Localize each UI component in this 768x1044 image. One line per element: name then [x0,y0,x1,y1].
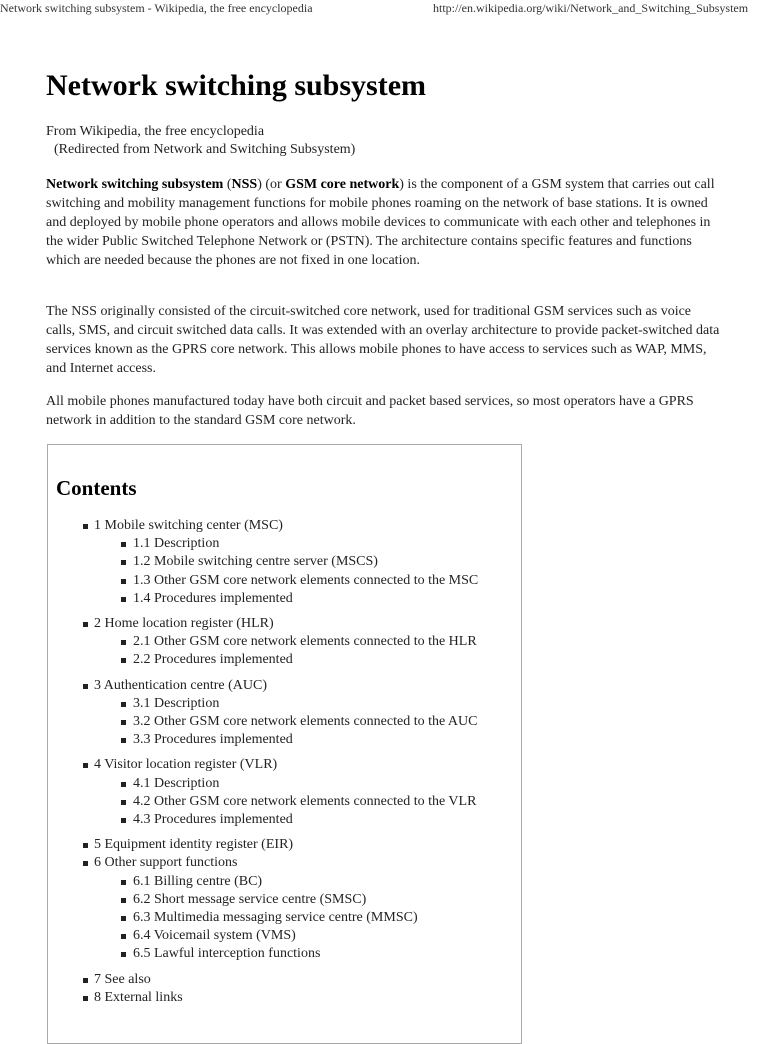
toc-title: Contents [56,476,137,500]
toc-item [48,517,478,615]
table-of-contents [47,444,522,1044]
print-header [0,0,768,16]
page-title: Network switching subsystem [46,69,427,102]
toc-link[interactable]: 3 Authentication centre (AUC) [48,677,478,695]
toc-sublink[interactable]: 6.1 Billing centre (BC) [48,873,478,891]
intro-abbr: NSS [231,177,258,192]
intro-alt-term: GSM core network [285,177,400,192]
toc-item [48,971,478,989]
toc-sublink[interactable]: 1.4 Procedures implemented [48,590,478,608]
intro-term: Network switching subsystem [46,177,224,192]
toc-sublink[interactable]: 4.1 Description [48,775,478,793]
toc-subitem [48,927,478,945]
toc-sublink[interactable]: 3.3 Procedures implemented [48,731,478,749]
toc-subitem [48,695,478,713]
toc-item [48,854,478,970]
toc-sublink[interactable]: 2.2 Procedures implemented [48,651,478,669]
article-tagline: From Wikipedia, the free encyclopedia [46,124,265,139]
toc-sublink[interactable]: 6.4 Voicemail system (VMS) [48,927,478,945]
toc-subitem [48,651,478,669]
toc-link[interactable]: 7 See also [48,971,478,989]
toc-subitem [48,891,478,909]
intro-text-2: ) (or [257,177,286,192]
toc-subitem [48,572,478,590]
toc-sublink[interactable]: 3.2 Other GSM core network elements connected to the AUC [48,713,478,731]
toc-sublink[interactable]: 6.2 Short message service centre (SMSC) [48,891,478,909]
print-page-title: Network switching subsystem - Wikipedia, the free encyclopedia [0,1,313,15]
toc-link[interactable]: 6 Other support functions [48,854,478,872]
toc-link[interactable]: 1 Mobile switching center (MSC) [48,517,478,535]
toc-sublink[interactable]: 6.3 Multimedia messaging service centre (MMSC) [48,909,478,927]
toc-sublink[interactable]: 2.1 Other GSM core network elements connected to the HLR [48,633,478,651]
toc-subitem [48,811,478,829]
toc-item [48,615,478,677]
toc-link[interactable]: 5 Equipment identity register (EIR) [48,836,478,854]
toc-link[interactable]: 2 Home location register (HLR) [48,615,478,633]
toc-sublink[interactable]: 1.3 Other GSM core network elements connected to the MSC [48,572,478,590]
toc-sublist [48,633,478,669]
toc-sublink[interactable]: 4.2 Other GSM core network elements connected to the VLR [48,793,478,811]
intro-text-3: ) is the component of a GSM system that carries out call switching and mobility management functions for mobile phones roaming on the network of base stations. It is owned and deployed by mobile phone operators and allows mobile devices to communicate with each other and telephones in the wider Public Switched Telephone Network or (PSTN). The architecture contains specific features and functions which are needed because the phones are not fixed in one location. [46,177,715,268]
toc-subitem [48,731,478,749]
print-url: http://en.wikipedia.org/wiki/Network_and_Switching_Subsystem [433,1,749,15]
toc-sublink[interactable]: 6.5 Lawful interception functions [48,945,478,963]
intro-paragraph [46,175,722,270]
toc-subitem [48,793,478,811]
toc-sublist [48,535,478,608]
toc-subitem [48,873,478,891]
toc-link[interactable]: 4 Visitor location register (VLR) [48,756,478,774]
toc-sublist [48,775,478,830]
toc-subitem [48,633,478,651]
toc-subitem [48,713,478,731]
toc-item [48,677,478,757]
toc-subitem [48,909,478,927]
body-paragraph-3: All mobile phones manufactured today have both circuit and packet based services, so most operators have a GPRS network in addition to the standard GSM core network. [46,394,694,428]
toc-sublink[interactable]: 4.3 Procedures implemented [48,811,478,829]
toc-sublist [48,873,478,964]
toc-item [48,756,478,836]
toc-item [48,836,478,854]
toc-sublink[interactable]: 1.2 Mobile switching centre server (MSCS) [48,553,478,571]
toc-subitem [48,945,478,963]
toc-subitem [48,535,478,553]
toc-item [48,989,478,1007]
intro-text-1: ( [223,177,232,192]
toc-subitem [48,553,478,571]
redirect-note: (Redirected from Network and Switching Subsystem) [54,142,356,157]
toc-sublist [48,695,478,750]
toc-sublink[interactable]: 1.1 Description [48,535,478,553]
toc-subitem [48,590,478,608]
toc-subitem [48,775,478,793]
toc-link[interactable]: 8 External links [48,989,478,1007]
toc-list [48,517,478,1007]
body-paragraph-2: The NSS originally consisted of the circuit-switched core network, used for traditional GSM services such as voice calls, SMS, and circuit switched data calls. It was extended with an overlay architecture to provide packet-switched data services known as the GPRS core network. This allows mobile phones to have access to services such as WAP, MMS, and Internet access. [46,304,720,376]
toc-sublink[interactable]: 3.1 Description [48,695,478,713]
